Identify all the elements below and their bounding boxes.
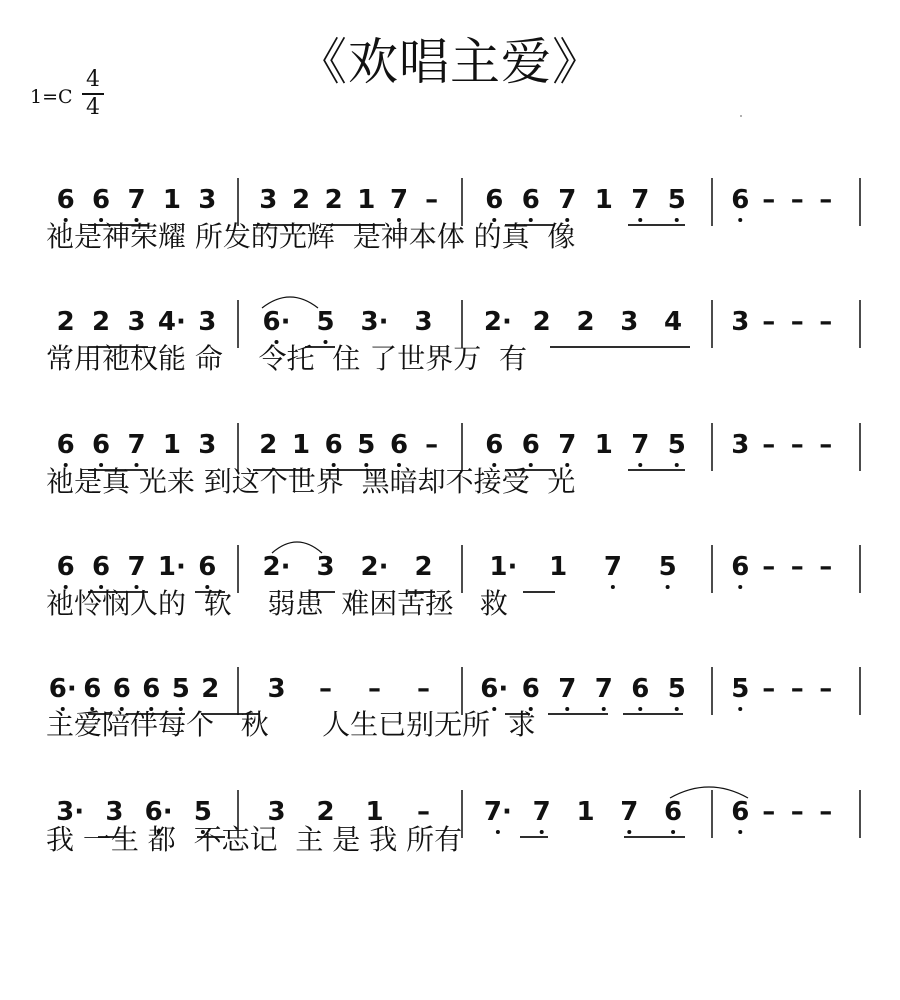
low-octave-dot <box>611 585 615 589</box>
note: 1 <box>549 552 568 582</box>
note: 6 <box>142 674 161 704</box>
note: 6 <box>731 185 750 215</box>
note: 4· <box>157 307 186 337</box>
note: 5 <box>667 430 686 460</box>
dash-note: – <box>819 185 833 215</box>
low-octave-dot <box>540 830 544 834</box>
note: 5 <box>357 430 376 460</box>
low-octave-dot <box>738 830 742 834</box>
song-title: 《欢唱主爱》 <box>297 33 603 91</box>
note: 1 <box>162 185 181 215</box>
note: 6· <box>48 674 77 704</box>
note: 2 <box>56 307 75 337</box>
note: 6· <box>144 797 173 827</box>
low-octave-dot <box>565 707 569 711</box>
dash-note: – <box>790 674 804 704</box>
note: 5 <box>667 185 686 215</box>
note: 5 <box>171 674 190 704</box>
lyric-line: 我 一生 都 不忘记 主 是 我 所有 <box>46 823 463 856</box>
dash-note: – <box>790 185 804 215</box>
note: 7 <box>532 797 551 827</box>
note: 6 <box>521 674 540 704</box>
note: 7 <box>127 552 146 582</box>
note: 6 <box>198 552 217 582</box>
dash-note: – <box>319 674 332 704</box>
dash-note: – <box>819 307 833 337</box>
note: 6 <box>389 430 409 460</box>
note: 3 <box>267 797 286 827</box>
dash-note: – <box>819 797 833 827</box>
note: 3 <box>105 797 124 827</box>
note: 6 <box>83 674 102 704</box>
key-signature: 1=C <box>30 86 73 108</box>
time-signature-top: 4 <box>86 67 100 92</box>
dash-note: – <box>819 430 833 460</box>
note: 4 <box>664 307 683 337</box>
note: 6 <box>485 430 504 460</box>
note: 1 <box>291 430 311 460</box>
note: 3 <box>316 552 335 582</box>
note: 6 <box>731 797 750 827</box>
low-octave-dot <box>638 707 642 711</box>
note: 1 <box>594 430 613 460</box>
dash-note: – <box>368 674 381 704</box>
note: 3 <box>198 430 217 460</box>
note: 2· <box>360 552 389 582</box>
note: 6 <box>731 552 750 582</box>
dash-note: – <box>790 430 804 460</box>
note: 7 <box>603 552 622 582</box>
dash-note: – <box>762 674 776 704</box>
low-octave-dot <box>666 585 670 589</box>
note: 7 <box>558 674 577 704</box>
note: 7 <box>558 185 577 215</box>
time-signature-bottom: 4 <box>86 94 100 120</box>
dash-note: – <box>762 430 776 460</box>
note: 3 <box>259 185 278 215</box>
note: 5 <box>667 674 686 704</box>
note: 5 <box>731 674 750 704</box>
dash-note: – <box>762 797 776 827</box>
note: 2 <box>201 674 220 704</box>
note: 2 <box>324 185 343 215</box>
note: 1· <box>157 552 186 582</box>
lyric-line: 常用祂权能 命 令托 住 了世界万 有 <box>46 342 528 375</box>
low-octave-dot <box>675 218 679 222</box>
dash-note: – <box>417 674 430 704</box>
dash-note: – <box>417 797 430 827</box>
note: 6 <box>92 552 111 582</box>
dash-note: – <box>762 552 776 582</box>
low-octave-dot <box>675 707 679 711</box>
note: 3· <box>360 307 389 337</box>
note: 3 <box>414 307 433 337</box>
note: 2 <box>576 307 595 337</box>
note: 3 <box>620 307 639 337</box>
note: 6 <box>56 185 75 215</box>
note: 2 <box>259 430 278 460</box>
note: 3 <box>731 430 750 460</box>
note: 6· <box>262 307 291 337</box>
dash-note: – <box>762 307 776 337</box>
note: 2 <box>316 797 335 827</box>
low-octave-dot <box>638 463 642 467</box>
note: 6 <box>664 797 683 827</box>
low-octave-dot <box>738 707 742 711</box>
note: 2 <box>291 185 311 215</box>
lyric-line: 祂怜悯人的 软 弱患 难困苦拯 救 <box>46 587 508 620</box>
note: 1 <box>162 430 181 460</box>
note: 6 <box>631 674 650 704</box>
dash-note: – <box>819 674 833 704</box>
dash-note: – <box>790 797 804 827</box>
note: 3 <box>198 185 217 215</box>
note: 6 <box>324 430 343 460</box>
note: 3 <box>198 307 217 337</box>
note: 3 <box>267 674 286 704</box>
note: 5 <box>193 797 212 827</box>
note: 7 <box>127 430 146 460</box>
note: 7 <box>620 797 639 827</box>
note: 6· <box>480 674 509 704</box>
note: 7 <box>631 185 650 215</box>
note: 7· <box>483 797 512 827</box>
note: 1· <box>489 552 518 582</box>
lyric-line: 祂是真 光来 到这个世界 黑暗却不接受 光 <box>46 465 576 498</box>
lyric-line: 主爱陪伴每个 秋 人生已别无所 求 <box>46 708 536 741</box>
note: 6 <box>112 674 131 704</box>
note: 1 <box>594 185 613 215</box>
low-octave-dot <box>675 463 679 467</box>
dash-note: – <box>819 552 833 582</box>
low-octave-dot <box>627 830 631 834</box>
note: 7 <box>594 674 613 704</box>
note: 1 <box>365 797 384 827</box>
note: 6 <box>56 430 75 460</box>
note: 2· <box>262 552 291 582</box>
low-octave-dot <box>638 218 642 222</box>
note: 2 <box>414 552 433 582</box>
note: 2 <box>92 307 111 337</box>
dash-note: – <box>425 430 439 460</box>
note: 6 <box>485 185 504 215</box>
note: 1 <box>576 797 595 827</box>
low-octave-dot <box>602 707 606 711</box>
low-octave-dot <box>496 830 500 834</box>
note: 6 <box>92 430 111 460</box>
dash-note: – <box>790 307 804 337</box>
note: 5 <box>658 552 677 582</box>
note: 3· <box>56 797 85 827</box>
note: 6 <box>521 430 540 460</box>
note: 6 <box>56 552 75 582</box>
dash-note: – <box>762 185 776 215</box>
note: 6 <box>92 185 111 215</box>
note: 2· <box>483 307 512 337</box>
note: 6 <box>521 185 540 215</box>
dash-note: – <box>790 552 804 582</box>
note: 2 <box>532 307 551 337</box>
note: 7 <box>127 185 146 215</box>
note: 7 <box>389 185 409 215</box>
note: 3 <box>127 307 146 337</box>
lyric-line: 祂是神荣耀 所发的光辉 是神本体 的真 像 <box>46 220 576 253</box>
dash-note: – <box>425 185 439 215</box>
low-octave-dot <box>738 585 742 589</box>
low-octave-dot <box>738 218 742 222</box>
low-octave-dot <box>671 830 675 834</box>
note: 1 <box>357 185 376 215</box>
note: 7 <box>631 430 650 460</box>
note: 7 <box>558 430 577 460</box>
note: 3 <box>731 307 750 337</box>
note: 5 <box>316 307 335 337</box>
